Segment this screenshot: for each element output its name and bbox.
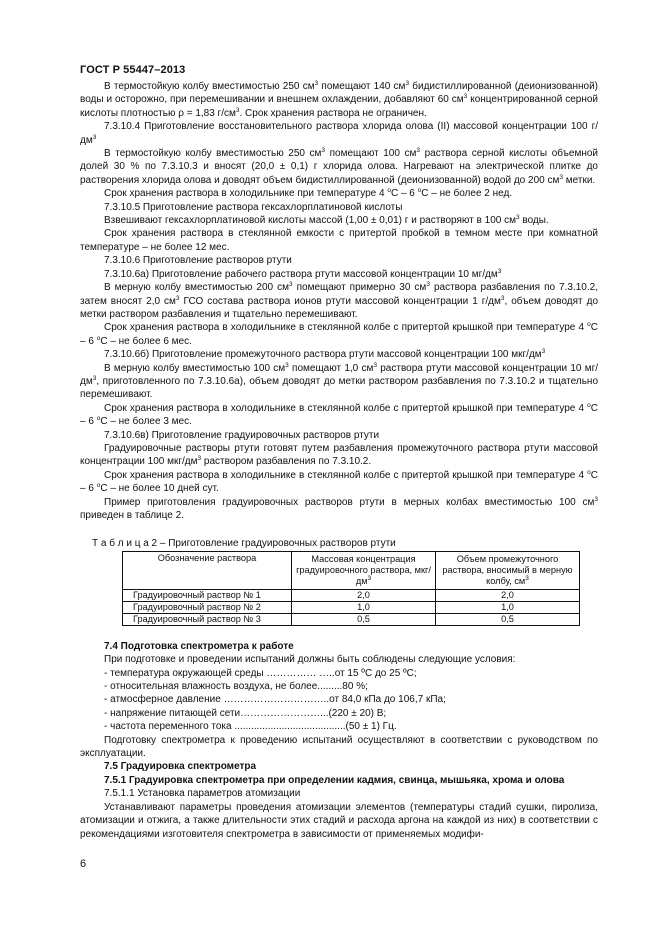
superscript: 3 — [367, 574, 372, 582]
section-7-4-heading: 7.4 Подготовка спектрометра к работе — [104, 640, 294, 652]
column-header-concentration: Массовая концентрация градуировочного раствора, мкг/$дм^3$ — [292, 551, 436, 589]
superscript: 3 — [416, 147, 421, 155]
section-7-3-10-4-title: 7.3.10.4 Приготовление восстановительного раствора хлорида олова (II) массовой концентрации 100 $г/дм^3$ — [80, 121, 598, 146]
paragraph-sulfuric-acid-prep: В термостойкую колбу вместимостью 250 $см^3$ помещают 140 $см^3$ бидистиллированной (деионизованной) воды и осторожно, при перемешивании и внешнем охлаждении, добавляют 60 $см^3$ концентрированной серной кислоты плотностью ρ = 1,83 $г/см^3$. Срок хранения раствора не ограничен. — [80, 80, 599, 119]
list-item: - температура окружающей среды …………… …..от 15 ºС до 25 ºС; — [104, 667, 417, 679]
cell-designation: Градуировочный раствор № 2 — [123, 601, 292, 613]
superscript: 3 — [426, 281, 430, 289]
section-7-5-heading: 7.5 Градуировка спектрометра — [104, 761, 257, 773]
cell-designation: Градуировочный раствор № 3 — [123, 613, 292, 625]
paragraph-working-solution-storage: Срок хранения раствора в холодильнике в стеклянной колбе с притертой крышкой при температуре 4 $^o$С – 6 $^o$С – не более 6 мес. — [80, 321, 598, 347]
cell-concentration: 2,0 — [292, 589, 436, 601]
superscript: 3 — [541, 348, 546, 356]
superscript: 3 — [92, 133, 97, 141]
superscript: 3 — [235, 106, 240, 114]
list-item: - напряжение питающей сети……………………...(220 ± 20) В; — [104, 707, 387, 719]
section-7-3-10-6-title: 7.3.10.6 Приготовление растворов ртути — [104, 255, 292, 267]
paragraph-table-reference: Пример приготовления градуировочных растворов ртути в мерных колбах вместимостью 100 $см^3$ приведен в таблице 2. — [80, 495, 598, 521]
cell-concentration: 0,5 — [292, 613, 436, 625]
section-7-4-intro: При подготовке и проведении испытаний должны быть соблюдены следующие условия: — [104, 654, 516, 666]
paragraph-atomization-params: Устанавливают параметры проведения атомизации элементов (температуры стадий сушки, пиролиза, атомизации и отжига, а также длительности этих стадий и расхода аргона на каждой из них) в соответствии с рекомендациями изготовителя спектрометра в зависимости от применяемых модифи- — [80, 801, 598, 840]
section-7-3-10-6a-title: 7.3.10.6а) Приготовление рабочего раствора ртути массовой концентрации 10 $мг/дм^3$ — [104, 267, 502, 280]
section-7-3-10-6b-title: 7.3.10.6б) Приготовление промежуточного раствора ртути массовой концентрации 100 мкг/$дм^3$ — [104, 348, 546, 361]
superscript: 3 — [314, 80, 319, 87]
paragraph-platinic-acid-storage: Срок хранения раствора в стеклянной емкости с притертой пробкой в темном месте при комнатной температуре – не более 12 мес. — [80, 228, 598, 253]
cell-volume: 2,0 — [436, 589, 580, 601]
document-body — [80, 80, 598, 841]
table-header-row — [123, 551, 580, 589]
superscript: 3 — [197, 455, 202, 463]
superscript: o — [96, 334, 101, 342]
column-header-volume: Объем промежуточного раствора, вносимый в мерную колбу, $см^3$ — [436, 551, 580, 589]
table-caption: Т а б л и ц а 2 – Приготовление градуировочных растворов ртути — [92, 538, 396, 550]
superscript: o — [587, 468, 591, 476]
cell-concentration: 1,0 — [292, 601, 436, 613]
superscript: o — [587, 401, 591, 409]
paragraph-intermediate-solution-prep: В мерную колбу вместимостью 100 $см^3$ помещают 1,0 $см^3$ раствора ртути массовой концентрации 10 $мг/дм^3$, приготовленного по 7.3.10.6а), объем доводят до метки раствором разбавления по 7.3.10.2 и тщательно перемешивают. — [80, 361, 598, 401]
column-header-designation: Обозначение раствора — [123, 551, 292, 589]
paragraph-platinic-acid-prep: Взвешивают гексахлорплатиновой кислоты массой (1,00 ± 0,01) г и растворяют в 100 $см^3$ воды. — [104, 214, 549, 227]
superscript: o — [96, 482, 101, 490]
paragraph-working-solution-prep: В мерную колбу вместимостью 200 $см^3$ помещают примерно 30 $см^3$ раствора разбавления по 7.3.10.2, затем вносят 2,0 $см^3$ ГСО состава раствора ионов ртути массовой концентрации 1 $г/дм^3$, объем доводят до метки раствором разбавления и тщательно перемешивают. — [80, 281, 599, 320]
table-row — [123, 613, 580, 625]
superscript: 3 — [559, 173, 563, 181]
conditions-list — [80, 667, 598, 734]
section-7-3-10-6v-title: 7.3.10.6в) Приготовление градуировочных растворов ртути — [104, 429, 380, 441]
section-7-5-1-heading: 7.5.1 Градуировка спектрометра при определении кадмия, свинца, мышьяка, хрома и олова — [104, 774, 565, 786]
page-number: 6 — [80, 858, 87, 870]
section-7-4-outro: Подготовку спектрометра к проведению испытаний осуществляют в соответствии с руководством по эксплуатации. — [80, 734, 598, 760]
calibration-table — [122, 551, 580, 626]
superscript: 3 — [515, 214, 520, 222]
superscript: 3 — [175, 294, 180, 302]
superscript: 3 — [525, 574, 529, 582]
superscript: 3 — [285, 361, 289, 369]
section-7-3-10-5-title: 7.3.10.5 Приготовление раствора гексахлорплатиновой кислоты — [104, 201, 403, 213]
cell-volume: 0,5 — [436, 613, 580, 625]
superscript: 3 — [594, 495, 598, 503]
superscript: 3 — [497, 267, 502, 275]
superscript: 3 — [288, 281, 293, 289]
superscript: o — [96, 415, 101, 423]
list-item: - относительная влажность воздуха, не более.........80 %; — [104, 681, 368, 693]
list-item: - атмосферное давление …………………………..от 84,0 кПа до 106,7 кПа; — [104, 694, 446, 706]
table-row — [123, 589, 580, 601]
list-item: - частота переменного тока ........................................(50 ± 1) Гц. — [104, 721, 397, 733]
superscript: 3 — [321, 147, 326, 155]
superscript: 3 — [405, 80, 410, 87]
paragraph-tin-chloride-prep: В термостойкую колбу вместимостью 250 $см^3$ помещают 100 $см^3$ раствора серной кислоты объемной долей 30 % по 7.3.10.3 и вносят (20,0 ± 0,1) г хлорида олова. Нагревают на электрической плитке до растворения хлорида олова и доводят объем бидистиллированной (деионизованной) водой до 200 $см^3$ метки. — [80, 147, 599, 186]
document-header: ГОСТ Р 55447–2013 — [80, 64, 186, 76]
superscript: 3 — [463, 93, 468, 101]
superscript: o — [387, 187, 391, 195]
paragraph-calibration-solutions-storage: Срок хранения раствора в холодильнике в стеклянной колбе с притертой крышкой при температуре 4 $^o$С – 6 $^o$С – не более 10 дней сут. — [80, 468, 598, 495]
cell-volume: 1,0 — [436, 601, 580, 613]
paragraph-calibration-solutions-prep: Градуировочные растворы ртути готовят путем разбавления промежуточного раствора ртути массовой концентрации 100 мкг/$дм^3$ раствором разбавления по 7.3.10.2. — [80, 442, 598, 468]
table-row — [123, 601, 580, 613]
superscript: o — [417, 187, 422, 195]
cell-designation: Градуировочный раствор № 1 — [123, 589, 292, 601]
section-7-5-1-1-title: 7.5.1.1 Установка параметров атомизации — [104, 788, 301, 800]
paragraph-intermediate-solution-storage: Срок хранения раствора в холодильнике в стеклянной колбе с притертой крышкой при температуре 4 $^o$С – 6 $^o$С – не более 3 мес. — [80, 401, 598, 428]
paragraph-tin-chloride-storage: Срок хранения раствора в холодильнике при температуре 4 $^o$С – 6 $^o$С – не более 2 нед. — [104, 187, 513, 200]
superscript: o — [587, 321, 591, 329]
superscript: 3 — [500, 294, 505, 302]
superscript: 3 — [92, 374, 97, 382]
superscript: 3 — [373, 361, 377, 369]
